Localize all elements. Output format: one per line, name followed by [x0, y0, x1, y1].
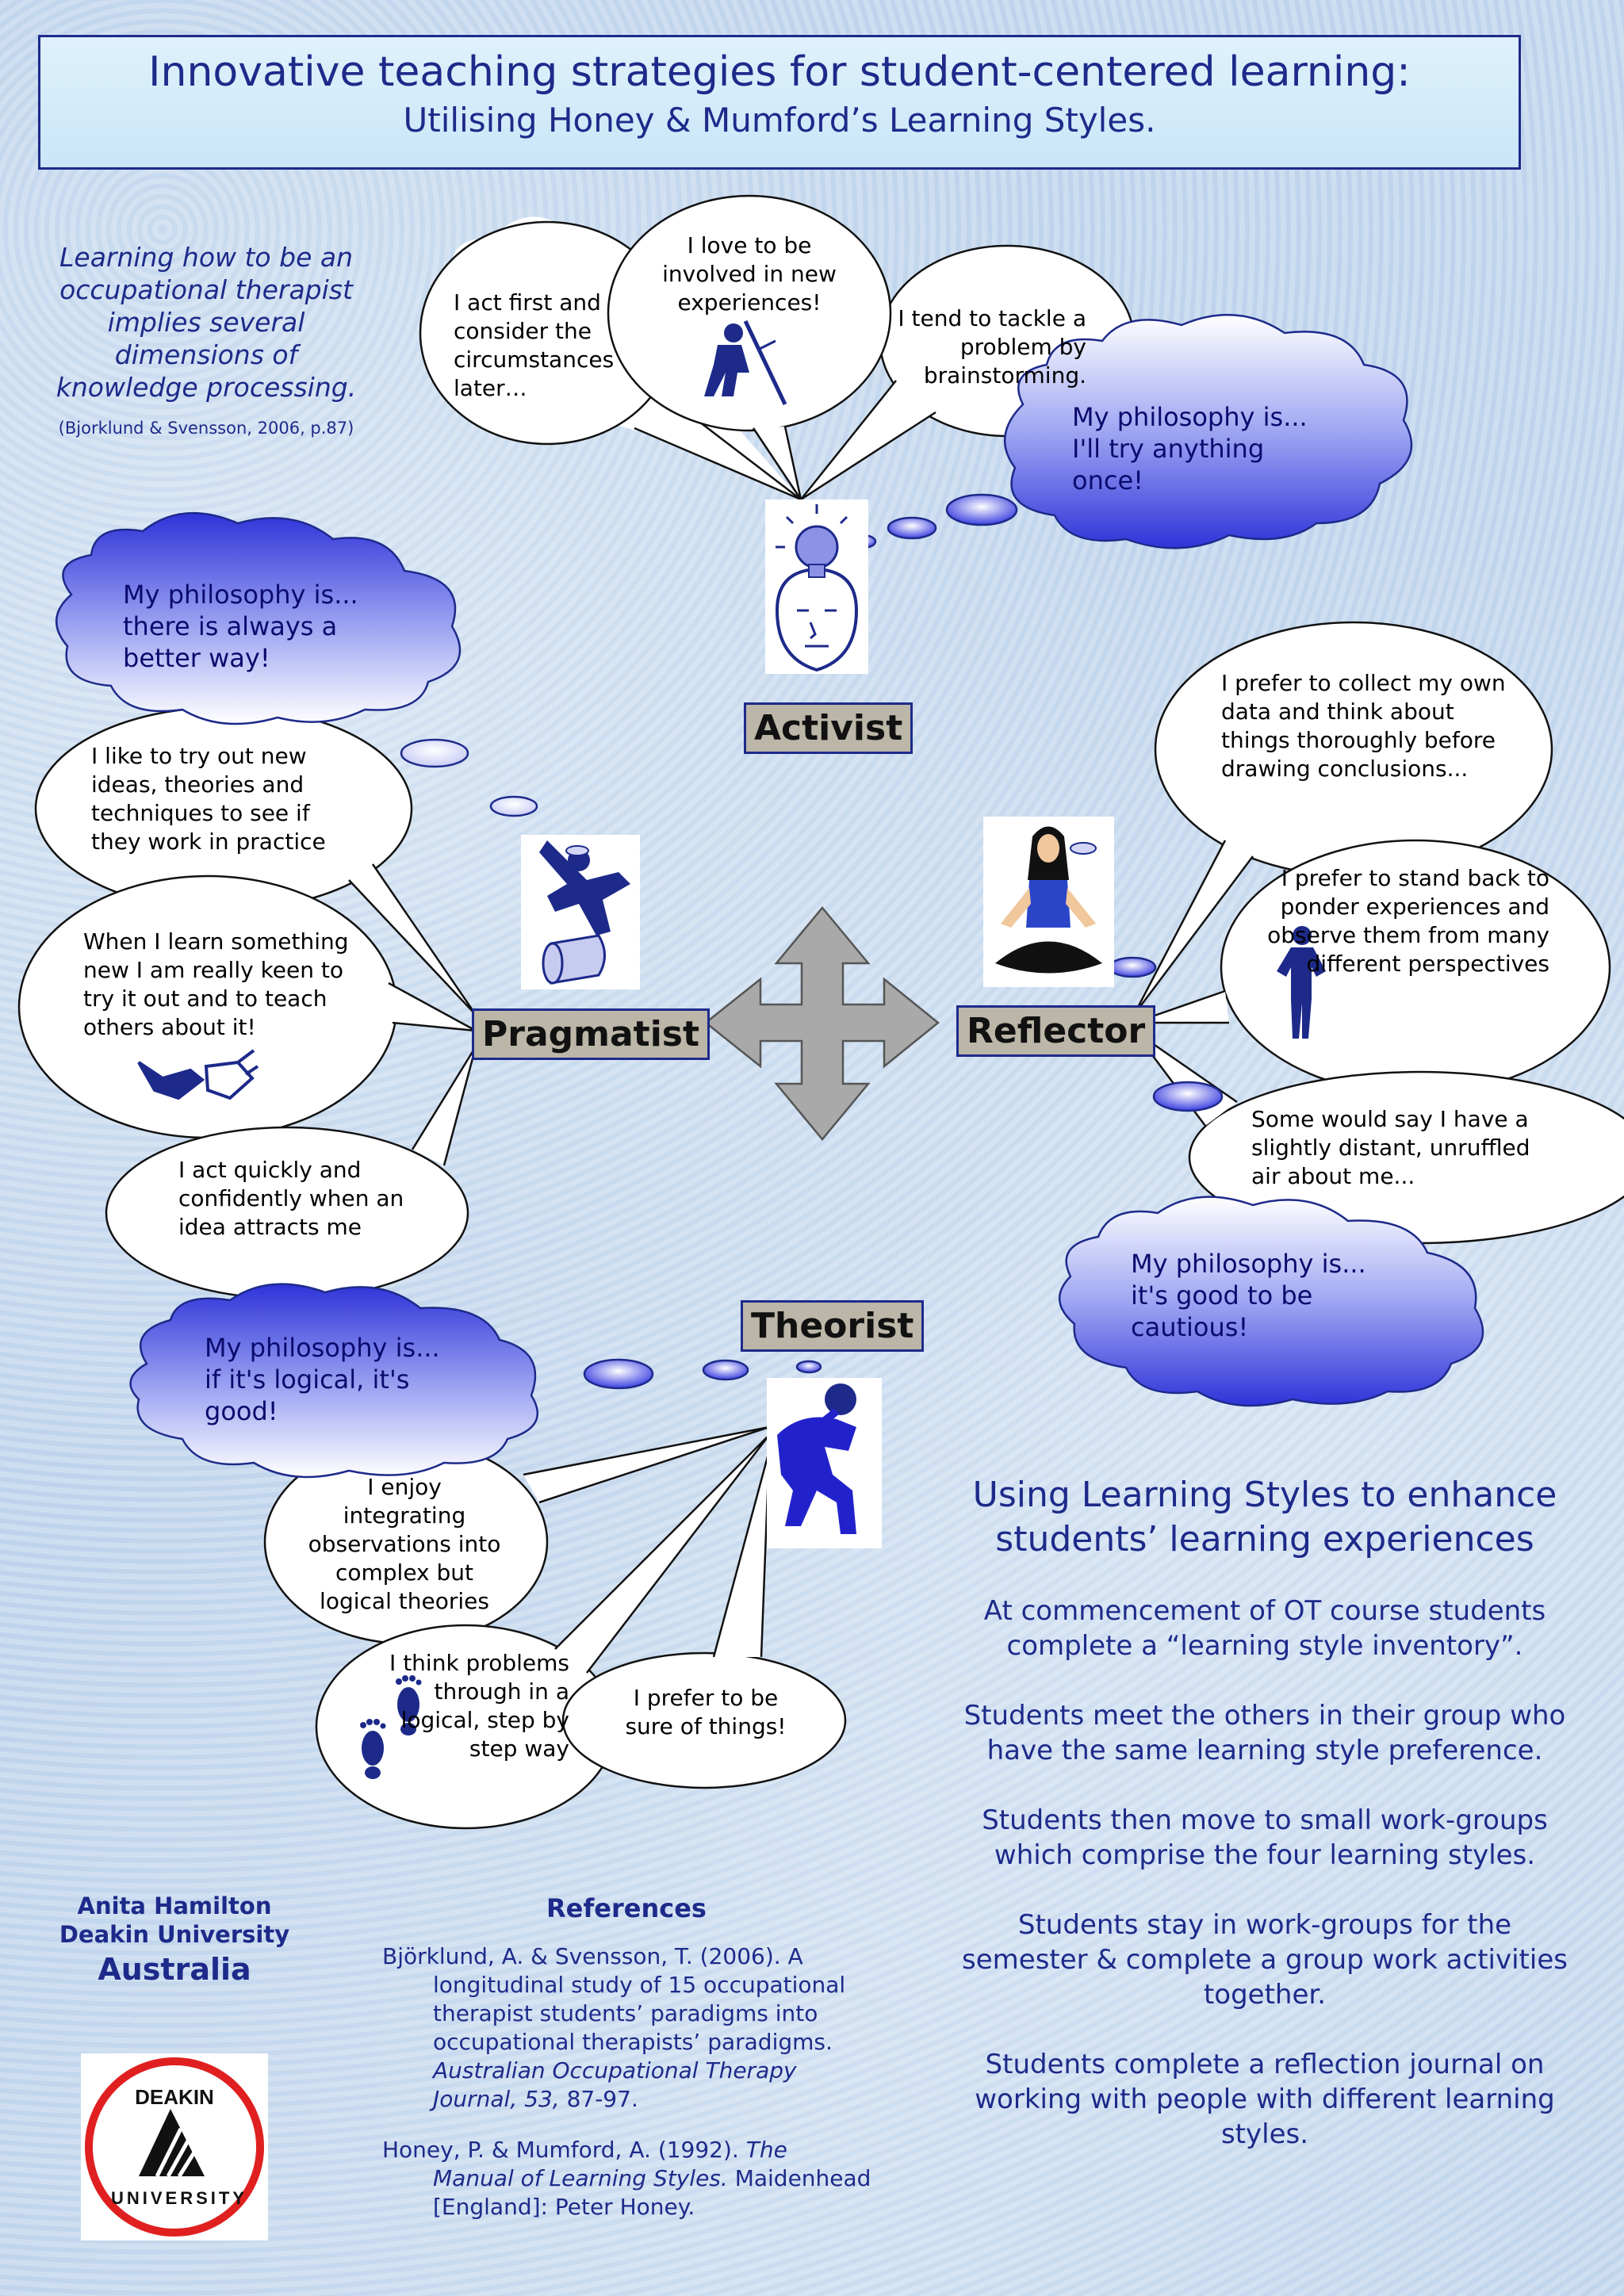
right-paragraph: Students complete a reflection journal on working with people with different learning styles.	[975, 2049, 1555, 2150]
author-country: Australia	[98, 1952, 251, 1987]
reflector-bubble-1-text: I prefer to collect my own data and think about things thoroughly before drawing conclusions...	[1221, 670, 1506, 782]
four-way-arrow-icon	[706, 908, 938, 1139]
poster-subtitle: Utilising Honey & Mumford’s Learning Styles.	[403, 101, 1156, 140]
author-institution: Deakin University	[59, 1921, 290, 1948]
reflector-label: Reflector	[956, 1005, 1155, 1057]
theorist-philosophy-text: My philosophy is... if it's logical, it's good!	[205, 1333, 440, 1426]
theorist-bubble-2-text: I think problems through in a logical, step by step way	[389, 1650, 569, 1762]
poster-title: Innovative teaching strategies for student-centered learning:	[148, 48, 1411, 96]
activist-bubble-2-text: I love to be involved in new experiences!	[662, 232, 837, 316]
theorist-thinking-figure-icon	[767, 1378, 882, 1548]
reference-2-title: The Manual of Learning Styles.	[433, 2137, 787, 2191]
pragmatist-bubble-1-text: I like to try out new ideas, theories and techniques to see if they work in practice	[91, 743, 326, 855]
activist-head-lightbulb-icon	[765, 499, 868, 674]
pragmatist-label: Pragmatist	[472, 1008, 710, 1060]
right-panel-heading: Using Learning Styles to enhance students’ learning experiences	[972, 1475, 1557, 1559]
author-name: Anita Hamilton	[77, 1892, 272, 1919]
references-heading: References	[546, 1893, 707, 1923]
theorist-bubble-1-text: I enjoy integrating observations into complex but logical theories	[308, 1474, 501, 1614]
intro-citation: (Bjorklund & Svensson, 2006, p.87)	[58, 419, 354, 438]
pragmatist-bubble-2-text: When I learn something new I am really keen to try it out and to teach others about it!	[83, 928, 349, 1040]
pragmatist-jumping-figure-icon	[521, 835, 640, 989]
theorist-bubble-3-text: I prefer to be sure of things!	[625, 1685, 787, 1739]
deakin-university-logo	[81, 2053, 268, 2241]
activist-bubble-3-text: I tend to tackle a problem by brainstorming.	[898, 305, 1086, 388]
activist-label: Activist	[744, 702, 913, 754]
reflector-philosophy-text: My philosophy is... it's good to be cautious!	[1131, 1249, 1366, 1342]
references-list	[382, 1942, 874, 2244]
reference-2-text: Honey, P. & Mumford, A. (1992).	[382, 2137, 739, 2163]
reference-1-pages: 87-97.	[566, 2086, 638, 2112]
pragmatist-philosophy-text: My philosophy is... there is always a better way!	[123, 580, 358, 673]
reference-1-journal: Australian Occupational Therapy Journal, 53,	[433, 2057, 797, 2112]
activist-bubble-1-text: I act first and consider the circumstances later…	[454, 289, 615, 401]
theorist-label: Theorist	[741, 1300, 924, 1352]
pragmatist-bubble-3-text: I act quickly and confidently when an idea attracts me	[178, 1157, 404, 1240]
right-paragraph: Students meet the others in their group who have the same learning style preference.	[963, 1700, 1566, 1766]
reference-2	[382, 2136, 874, 2221]
right-paragraph: At commencement of OT course students complete a “learning style inventory”.	[983, 1595, 1546, 1662]
logo-top-text: DEAKIN	[135, 2085, 214, 2109]
reference-1-text: Björklund, A. & Svensson, T. (2006). A longitudinal study of 15 occupational therapist students’ paradigms into occupational therapists’ paradigms.	[382, 1943, 846, 2055]
activist-philosophy-text: My philosophy is... I'll try anything once!	[1072, 402, 1308, 496]
right-paragraph: Students stay in work-groups for the semester & complete a group work activities together.	[962, 1909, 1568, 2011]
author-block	[48, 1892, 301, 1990]
logo-bottom-text: UNIVERSITY	[111, 2188, 248, 2208]
reflector-bubble-2-text: I prefer to stand back to ponder experiences and observe them from many different perspectives	[1267, 865, 1549, 977]
intro-quote: Learning how to be an occupational therapist implies several dimensions of knowledge processing.	[56, 242, 357, 403]
right-paragraph: Students then move to small work-groups which comprise the four learning styles.	[982, 1804, 1548, 1871]
reflector-bubble-3-text: Some would say I have a slightly distant, unruffled air about me...	[1251, 1106, 1530, 1189]
reflector-meditating-person-icon	[983, 817, 1114, 987]
reference-2-publisher: Maidenhead [England]: Peter Honey.	[433, 2165, 871, 2220]
right-panel-body	[952, 1594, 1578, 2152]
reference-1	[382, 1942, 874, 2114]
